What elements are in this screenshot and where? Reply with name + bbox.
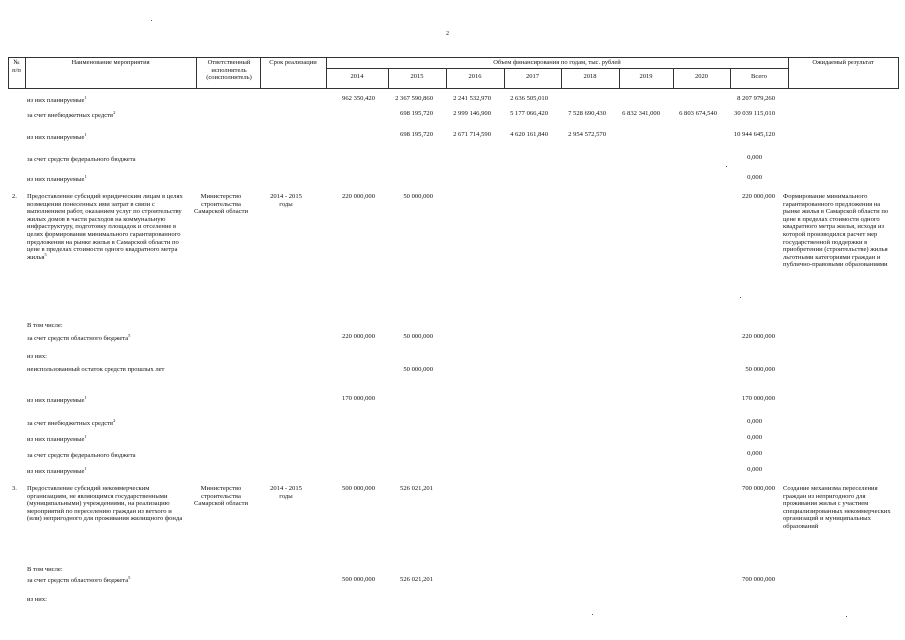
cell-2016: 2 999 146,900 — [453, 110, 491, 117]
header-year-2015: 2015 — [410, 73, 424, 80]
header-name: Наименование мероприятия — [71, 59, 150, 66]
item-number: 2. — [12, 193, 17, 200]
row-label: из них: — [27, 353, 47, 360]
cell-2015: 526 021,201 — [400, 576, 433, 583]
cell-2014: 962 350,420 — [342, 95, 375, 102]
cell-2015: 50 000,000 — [403, 333, 433, 340]
cell-2016: 2 671 714,590 — [453, 131, 491, 138]
cell-2015: 526 021,201 — [400, 485, 433, 492]
item-result: Создание механизма переселения граждан из непригодного для проживания жилья с участием специализированных некоммерческих организаций и муниципальных образований — [783, 485, 891, 530]
cell-total: 0,000 — [747, 434, 762, 441]
cell-2016: 2 241 532,970 — [453, 95, 491, 102]
cell-2015: 2 367 590,860 — [395, 95, 433, 102]
row-label: из них планируемые$^1$ — [27, 434, 87, 443]
header-year-2017: 2017 — [526, 73, 539, 80]
row-label: из них планируемые$^1$ — [27, 132, 87, 141]
cell-2015: 698 195,720 — [400, 131, 433, 138]
cell-total: 170 000,000 — [742, 395, 775, 402]
cell-total: 220 000,000 — [742, 333, 775, 340]
item-result: Формирование минимального гарантированного предложения на рынке жилья в Самарской области по цене в пределах стоимости одного квадратного метра жилья, исходя из которой производился расчет мер государственной поддержки в приобретении (строительстве) жилья льготными категориями граждан и публично-правовыми образованиями — [783, 193, 889, 269]
row-label: из них: — [27, 596, 47, 603]
cell-total: 8 207 979,260 — [737, 95, 775, 102]
row-label: из них планируемые$^1$ — [27, 174, 87, 183]
header-funding: Объем финансирования по годам, тыс. рублей — [493, 59, 621, 66]
cell-2018: 7 528 690,430 — [568, 110, 606, 117]
header-result: Ожидаемый результат — [812, 59, 874, 66]
cell-2014: 500 000,000 — [342, 576, 375, 583]
row-label: за счет средств федерального бюджета — [27, 156, 136, 163]
item-period: 2014 - 2015 годы — [270, 485, 302, 500]
item-number: 3. — [12, 485, 17, 492]
header-year-total: Всего — [751, 73, 767, 80]
item-name: Предоставление субсидий некоммерческим организациям, не являющимся государственными (муниципальными) учреждениями, на реализацию мероприятий по переселению граждан из ветхого и (или) непригодного для проживания жилищного фонда — [27, 485, 183, 523]
header-period: Срок реализации — [269, 59, 317, 66]
cell-2019: 6 832 341,000 — [622, 110, 660, 117]
cell-total: 0,000 — [747, 174, 762, 181]
cell-total: 0,000 — [747, 466, 762, 473]
scan-speck — [151, 20, 152, 21]
row-label: за счет средств областного бюджета$^5$ — [27, 575, 131, 584]
cell-total: 50 000,000 — [745, 366, 775, 373]
row-label: за счет средств федерального бюджета — [27, 452, 136, 459]
cell-2017: 5 177 066,420 — [510, 110, 548, 117]
scan-speck — [740, 297, 741, 298]
table-header — [8, 57, 898, 89]
cell-2014: 500 000,000 — [342, 485, 375, 492]
cell-2015: 698 195,720 — [400, 110, 433, 117]
scan-speck — [592, 614, 593, 615]
cell-2020: 6 803 674,540 — [679, 110, 717, 117]
cell-total: 220 000,000 — [742, 193, 775, 200]
cell-total: 0,000 — [747, 450, 762, 457]
cell-2015: 50 000,000 — [403, 366, 433, 373]
page-number: 2 — [446, 31, 449, 37]
cell-2014: 220 000,000 — [342, 193, 375, 200]
cell-total: 30 039 115,010 — [734, 110, 775, 117]
item-executor: Министерство строительства Самарской области — [194, 485, 248, 508]
scan-speck — [726, 166, 727, 167]
item-executor: Министерство строительства Самарской области — [194, 193, 248, 216]
row-label: из них планируемые$^1$ — [27, 466, 87, 475]
row-label: за счет внебюджетных средств$^2$ — [27, 418, 116, 427]
cell-total: 700 000,000 — [742, 485, 775, 492]
header-executor: Ответственный исполнитель (соисполнитель) — [206, 59, 252, 81]
cell-2014: 170 000,000 — [342, 395, 375, 402]
header-year-2020: 2020 — [695, 73, 708, 80]
item-period: 2014 - 2015 годы — [270, 193, 302, 208]
in-that-label: В том числе: — [27, 322, 63, 329]
cell-total: 700 000,000 — [742, 576, 775, 583]
item-name: Предоставление субсидий юридическим лицам в целях возмещения понесенных ими затрат в связи с выполнением работ, оказанием услуг по строительству жилых домов в части расходов на коммунальную инфраструктуру, подготовку площадок и отселение в целях формирования минимального гарантированного предложения на рынке жилья в Самарской области по цене в пределах стоимости одного квадратного метра жилья$^5$ — [27, 193, 183, 261]
header-year-2018: 2018 — [583, 73, 597, 80]
header-year-2014: 2014 — [350, 73, 364, 80]
cell-2014: 220 000,000 — [342, 333, 375, 340]
header-num: № п/п — [12, 59, 21, 74]
cell-2017: 4 620 161,840 — [510, 131, 548, 138]
in-that-label: В том числе: — [27, 566, 63, 573]
cell-2018: 2 954 572,570 — [568, 131, 606, 138]
cell-total: 10 944 645,120 — [733, 131, 775, 138]
row-label: из них планируемые$^1$ — [27, 395, 87, 404]
cell-2015: 50 000,000 — [403, 193, 433, 200]
row-label: за счет средств областного бюджета$^5$ — [27, 333, 131, 342]
row-label: неиспользованный остаток средств прошлых лет — [27, 366, 165, 373]
cell-total: 0,000 — [747, 154, 762, 161]
header-year-2019: 2019 — [639, 73, 653, 80]
header-year-2016: 2016 — [468, 73, 482, 80]
cell-2017: 2 636 505,010 — [510, 95, 548, 102]
row-label: из них планируемые$^1$ — [27, 95, 87, 104]
row-label: за счет внебюджетных средств$^2$ — [27, 110, 116, 119]
cell-total: 0,000 — [747, 418, 762, 425]
scan-speck — [846, 616, 847, 617]
